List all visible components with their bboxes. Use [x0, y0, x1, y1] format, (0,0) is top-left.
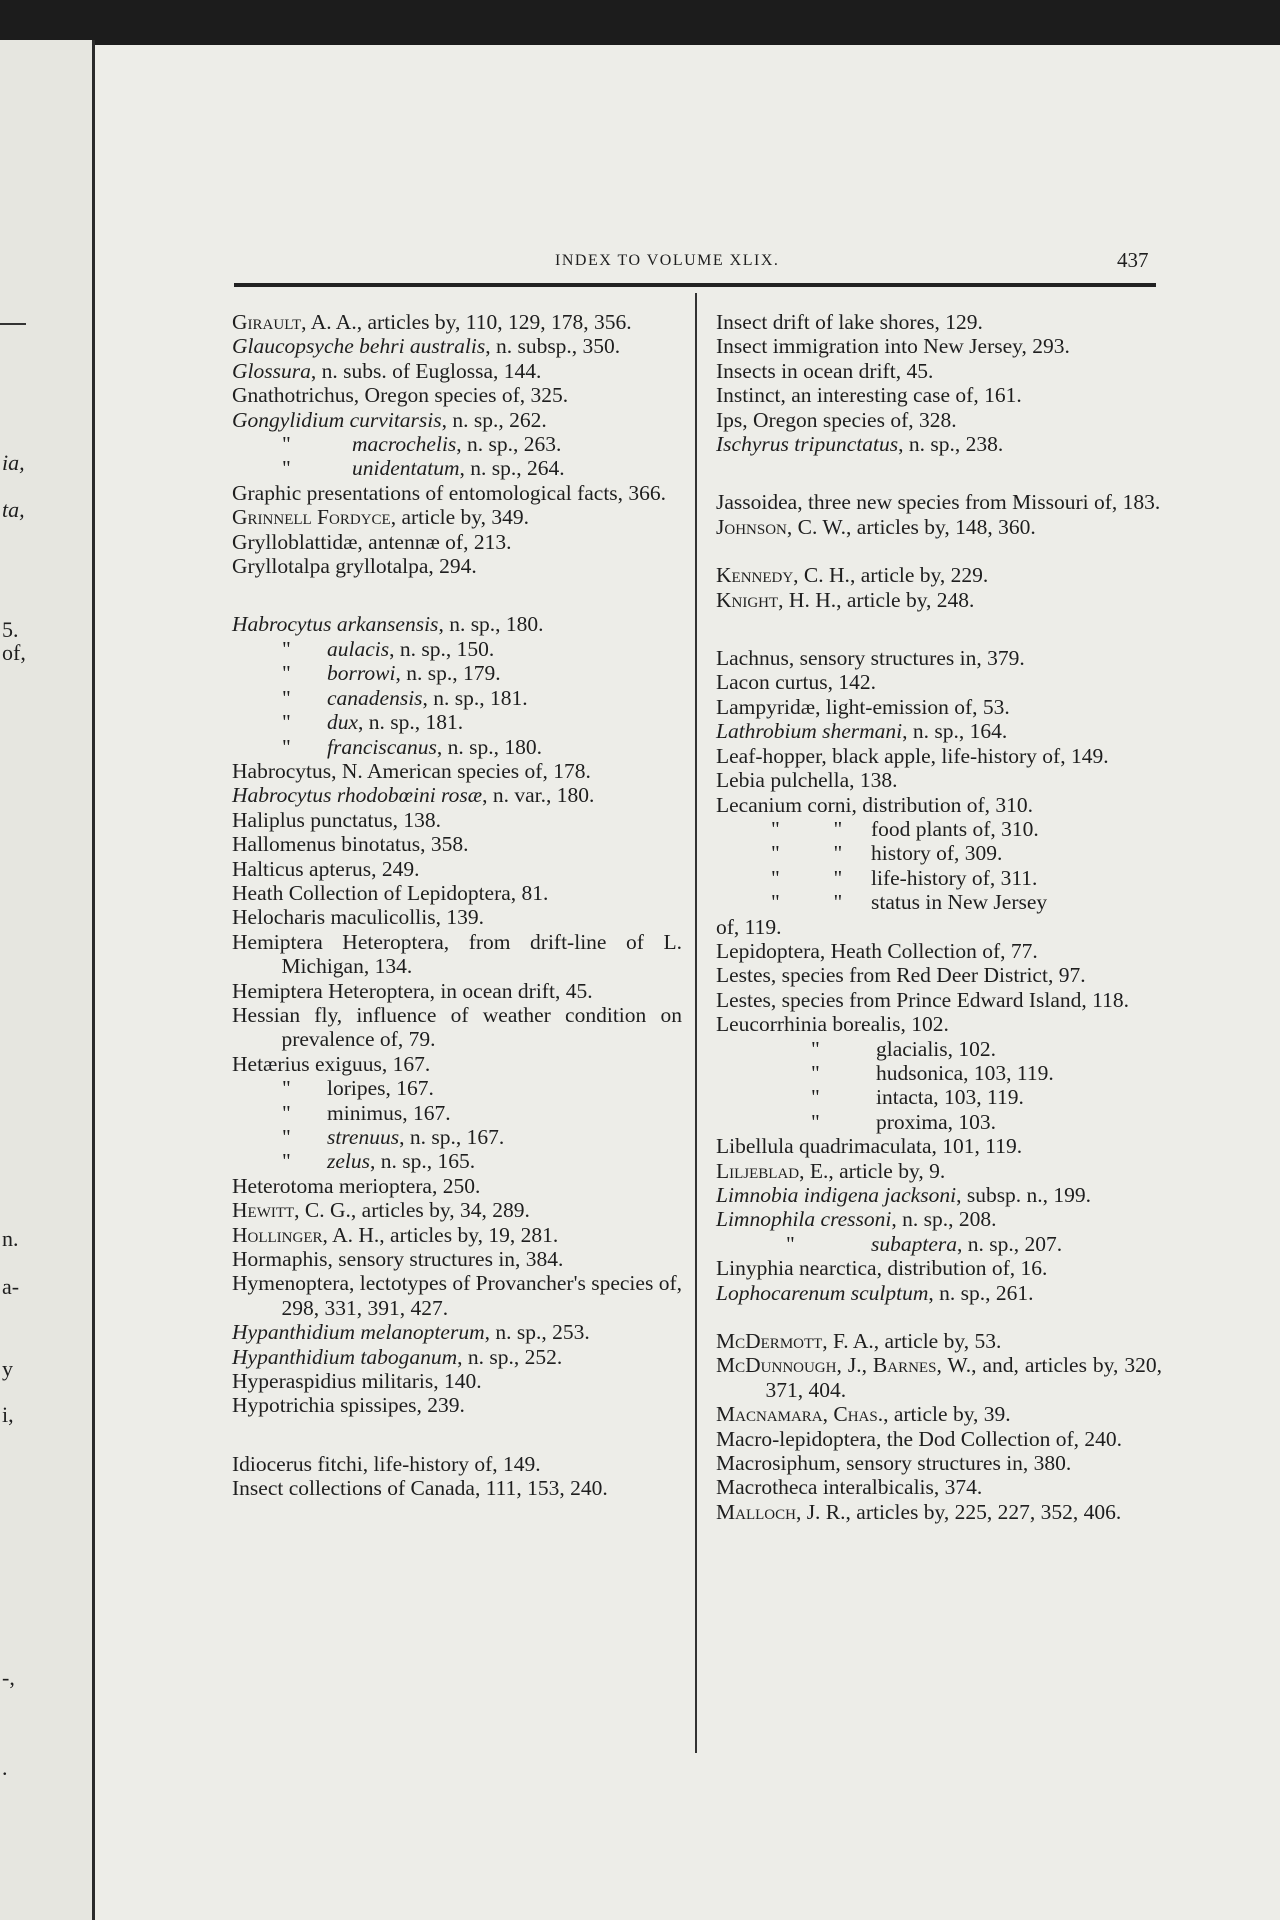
- index-entry: Hemiptera Heteroptera, in ocean drift, 45.: [232, 978, 593, 1003]
- index-entry: Hypanthidium taboganum, n. sp., 252.: [232, 1344, 563, 1369]
- index-entry: Hymenoptera, lectotypes of Provancher's species of, 298, 331, 391, 427.: [232, 1271, 682, 1320]
- index-entry: Hetærius exiguus, 167.: [232, 1051, 431, 1076]
- index-entry: Insect collections of Canada, 111, 153, 240.: [232, 1476, 608, 1501]
- index-subentry: " minimus, 167.: [282, 1100, 451, 1125]
- index-subentry: " unidentatum, n. sp., 264.: [282, 456, 565, 481]
- left-column: [232, 310, 682, 1501]
- index-entry: Girault, A. A., articles by, 110, 129, 178, 356.: [232, 310, 632, 334]
- index-subentry: " franciscanus, n. sp., 180.: [282, 734, 543, 759]
- index-entry: Hemiptera Heteroptera, from drift-line of L. Michigan, 134.: [232, 929, 682, 979]
- index-subentry: " loripes, 167.: [282, 1076, 434, 1101]
- index-entry: Hollinger, A. H., articles by, 19, 281.: [232, 1222, 559, 1247]
- index-entry: Macro-lepidoptera, the Dod Collection of, 240.: [716, 1426, 1123, 1451]
- index-entry: Knight, H. H., article by, 248.: [716, 587, 975, 612]
- index-entry: Liljeblad, E., article by, 9.: [716, 1158, 946, 1183]
- index-entry: Insects in ocean drift, 45.: [716, 358, 934, 383]
- index-entry: Haliplus punctatus, 138.: [232, 807, 442, 832]
- index-entry: Limnobia indigena jacksoni, subsp. n., 199.: [716, 1183, 1092, 1207]
- scanner-top-edge: [0, 0, 1280, 45]
- index-entry: Heterotoma merioptera, 250.: [232, 1173, 481, 1198]
- index-entry: Insect immigration into New Jersey, 293.: [716, 334, 1070, 359]
- index-entry: Lachnus, sensory structures in, 379.: [716, 646, 1025, 671]
- running-title: INDEX TO VOLUME XLIX.: [555, 252, 780, 269]
- right-column: [716, 310, 1162, 1524]
- prev-fragment: ta,: [2, 497, 25, 522]
- column-divider: [695, 293, 697, 1753]
- index-entry: Gnathotrichus, Oregon species of, 325.: [232, 383, 569, 408]
- index-subentry: " intacta, 103, 119.: [811, 1085, 1024, 1110]
- index-entry: Macrosiphum, sensory structures in, 380.: [716, 1451, 1072, 1476]
- index-entry: Limnophila cressoni, n. sp., 208.: [716, 1207, 997, 1232]
- index-subentry: " hudsonica, 103, 119.: [811, 1060, 1054, 1085]
- index-entry: Insect drift of lake shores, 129.: [716, 310, 983, 334]
- prev-fragment: i,: [2, 1402, 14, 1427]
- previous-page-edge: [0, 40, 94, 1920]
- prev-fragment: ia,: [2, 450, 25, 475]
- index-entry: Leucorrhinia borealis, 102.: [716, 1012, 949, 1037]
- index-subentry: " " life-history of, 311.: [771, 865, 1038, 890]
- index-subentry: of, 119.: [716, 914, 782, 939]
- index-entry: Leaf-hopper, black apple, life-history of, 149.: [716, 743, 1109, 768]
- index-entry: Gongylidium curvitarsis, n. sp., 262.: [232, 407, 547, 432]
- page-number: 437: [1117, 248, 1149, 272]
- index-entry: McDunnough, J., Barnes, W., and, articles by, 320, 371, 404.: [716, 1353, 1162, 1402]
- index-subentry: " zelus, n. sp., 165.: [282, 1149, 476, 1174]
- index-entry: Kennedy, C. H., article by, 229.: [716, 563, 989, 588]
- index-entry: Habrocytus, N. American species of, 178.: [232, 758, 591, 783]
- index-entry: Lestes, species from Prince Edward Island, 118.: [716, 987, 1129, 1012]
- prev-fragment: y: [2, 1356, 13, 1381]
- prev-fragment: .: [2, 1755, 8, 1780]
- index-entry: Halticus apterus, 249.: [232, 856, 420, 881]
- index-entry: Habrocytus rhodobœini rosæ, n. var., 180.: [232, 783, 595, 808]
- index-entry: Grylloblattidæ, antennæ of, 213.: [232, 529, 512, 554]
- prev-fragment: a-: [2, 1274, 20, 1299]
- index-entry: Lepidoptera, Heath Collection of, 77.: [716, 938, 1038, 963]
- index-subentry: " subaptera, n. sp., 207.: [786, 1231, 1063, 1256]
- index-entry: Libellula quadrimaculata, 101, 119.: [716, 1134, 1023, 1159]
- index-entry: Helocharis maculicollis, 139.: [232, 905, 484, 930]
- prev-fragment: -,: [2, 1665, 15, 1690]
- index-entry: Instinct, an interesting case of, 161.: [716, 383, 1022, 408]
- index-entry: Ischyrus tripunctatus, n. sp., 238.: [716, 432, 1004, 457]
- index-entry: Grinnell Fordyce, article by, 349.: [232, 505, 529, 530]
- index-entry: Glossura, n. subs. of Euglossa, 144.: [232, 358, 542, 383]
- index-entry: Linyphia nearctica, distribution of, 16.: [716, 1256, 1048, 1281]
- index-entry: Macnamara, Chas., article by, 39.: [716, 1402, 1011, 1427]
- index-subentry: " glacialis, 102.: [811, 1036, 997, 1061]
- index-entry: Hypotrichia spissipes, 239.: [232, 1393, 465, 1418]
- index-entry: Hewitt, C. G., articles by, 34, 289.: [232, 1198, 530, 1223]
- index-entry: Heath Collection of Lepidoptera, 81.: [232, 880, 549, 905]
- index-entry: Johnson, C. W., articles by, 148, 360.: [716, 514, 1036, 539]
- previous-page-rule: [0, 323, 26, 325]
- index-entry: Jassoidea, three new species from Missouri of, 183.: [716, 490, 1161, 515]
- header-rule: [234, 283, 1156, 287]
- index-subentry: " dux, n. sp., 181.: [282, 710, 464, 735]
- index-subentry: " aulacis, n. sp., 150.: [282, 636, 495, 661]
- index-entry: Hypanthidium melanopterum, n. sp., 253.: [232, 1320, 590, 1345]
- index-entry: Lacon curtus, 142.: [716, 670, 877, 695]
- index-subentry: " " status in New Jersey: [771, 890, 1048, 915]
- prev-fragment: of,: [2, 640, 26, 665]
- index-subentry: " " food plants of, 310.: [771, 816, 1039, 841]
- index-entry: Habrocytus arkansensis, n. sp., 180.: [232, 612, 544, 637]
- prev-fragment: n.: [2, 1226, 19, 1251]
- index-entry: Idiocerus fitchi, life-history of, 149.: [232, 1451, 541, 1476]
- index-entry: Lophocarenum sculptum, n. sp., 261.: [716, 1280, 1034, 1305]
- index-entry: Lestes, species from Red Deer District, 97.: [716, 963, 1086, 988]
- index-subentry: " borrowi, n. sp., 179.: [282, 661, 501, 686]
- index-entry: Graphic presentations of entomological facts, 366.: [232, 480, 667, 505]
- index-entry: Lebia pulchella, 138.: [716, 768, 898, 793]
- index-entry: Malloch, J. R., articles by, 225, 227, 352, 406.: [716, 1499, 1122, 1524]
- index-subentry: " proxima, 103.: [811, 1109, 997, 1134]
- index-entry: Hormaphis, sensory structures in, 384.: [232, 1247, 564, 1272]
- prev-fragment: 5.: [2, 617, 19, 642]
- index-entry: Lecanium corni, distribution of, 310.: [716, 792, 1034, 817]
- index-entry: Gryllotalpa gryllotalpa, 294.: [232, 554, 477, 579]
- index-entry: Hallomenus binotatus, 358.: [232, 832, 469, 857]
- index-subentry: " canadensis, n. sp., 181.: [282, 685, 528, 710]
- index-entry: Lathrobium shermani, n. sp., 164.: [716, 719, 1008, 744]
- index-entry: Ips, Oregon species of, 328.: [716, 407, 957, 432]
- index-entry: Lampyridæ, light-emission of, 53.: [716, 694, 1010, 719]
- index-subentry: " strenuus, n. sp., 167.: [282, 1125, 505, 1149]
- index-entry: Glaucopsyche behri australis, n. subsp., 350.: [232, 334, 621, 359]
- index-subentry: " macrochelis, n. sp., 263.: [282, 432, 562, 457]
- index-subentry: " " history of, 309.: [771, 841, 1003, 866]
- index-entry: Hessian fly, influence of weather condition on prevalence of, 79.: [232, 1002, 682, 1052]
- index-entry: Hyperaspidius militaris, 140.: [232, 1369, 482, 1394]
- index-entry: McDermott, F. A., article by, 53.: [716, 1329, 1002, 1354]
- index-entry: Macrotheca interalbicalis, 374.: [716, 1475, 983, 1500]
